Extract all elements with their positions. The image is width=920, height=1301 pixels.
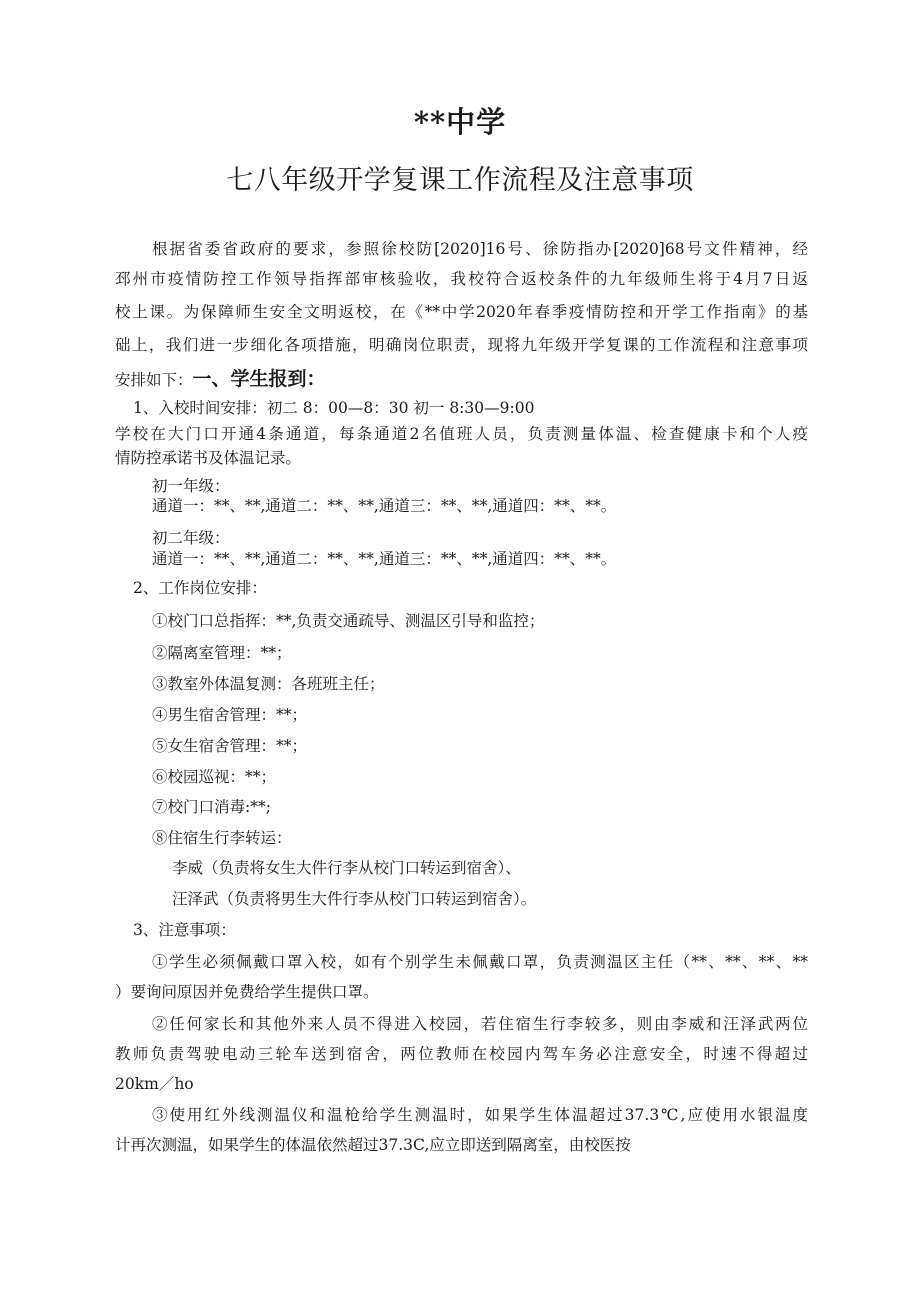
item-1-entry-time: 1、入校时间安排：初二 8：00—8：30 初一 8:30—9:00 [133, 399, 535, 417]
note-2-line-1: ②任何家长和其他外来人员不得进入校园，若住宿生行李较多，则由李威和汪泽武两位 [152, 1015, 808, 1033]
post-item: ⑦校门口消毒:**; [152, 798, 271, 816]
luggage-assignee-2: 汪泽武（负责将男生大件行李从校门口转运到宿舍）。 [172, 890, 537, 908]
note-1-line-1: ①学生必须佩戴口罩入校，如有个别学生未佩戴口罩，负责测温区主任（**、**、**、** [152, 953, 808, 971]
document-title: 七八年级开学复课工作流程及注意事项 [226, 165, 694, 196]
grade-2-label: 初二年级： [152, 529, 230, 547]
item-1-desc-line-2: 情防控承诺书及体温记录。 [115, 449, 302, 467]
note-2-line-2: 教师负责驾驶电动三轮车送到宿舍，两位教师在校园内驾车务必注意安全，时速不得超过 [115, 1045, 808, 1063]
post-item: ⑧住宿生行李转运： [152, 829, 292, 847]
intro-line-4: 础上，我们进一步细化各项措施，明确岗位职责，现将九年级开学复课的工作流程和注意事项 [115, 336, 808, 354]
item-3-notes: 3、注意事项： [133, 921, 236, 939]
section-heading-1: 一、学生报到： [192, 368, 326, 390]
note-3-line-2: 计再次测温，如果学生的体温依然超过37.3C,应立即送到隔离室，由校医按 [115, 1136, 631, 1154]
post-item: ③教室外体温复测：各班班主任； [152, 675, 385, 693]
post-item: ⑤女生宿舍管理：**； [152, 737, 308, 755]
intro-line-5 [115, 369, 326, 390]
intro-line-3: 校上课。为保障师生安全文明返校，在《**中学2020年春季疫情防控和开学工作指南》的基 [115, 303, 808, 321]
item-2-post-arrangement: 2、工作岗位安排： [133, 579, 267, 597]
grade-1-channels: 通道一：**、**,通道二：**、**,通道三：**、**,通道四：**、**。 [152, 497, 617, 515]
intro-line-1: 根据省委省政府的要求，参照徐校防[2020]16号、徐防指办[2020]68号文件精神，经 [152, 240, 808, 258]
note-2-line-3: 20km／ho [115, 1075, 194, 1093]
item-1-desc-line-1: 学校在大门口开通4条通道，每条通道2名值班人员，负责测量体温、检查健康卡和个人疫 [115, 425, 808, 443]
grade-1-label: 初一年级： [152, 477, 230, 495]
post-item: ④男生宿舍管理：**； [152, 706, 308, 724]
luggage-assignee-1: 李威（负责将女生大件行李从校门口转运到宿舍）、 [172, 859, 521, 877]
post-item: ⑥校园巡视：**； [152, 768, 277, 786]
intro-line-2: 邳州市疫情防控工作领导指挥部审核验收，我校符合返校条件的九年级师生将于4月7日返 [115, 270, 808, 288]
grade-2-channels: 通道一：**、**,通道二：**、**,通道三：**、**,通道四：**、**。 [152, 550, 617, 568]
intro-line-5-text: 安排如下： [115, 371, 193, 389]
note-3-line-1: ③使用红外线测温仪和温枪给学生测温时，如果学生体温超过37.3℃,应使用水银温度 [152, 1106, 808, 1124]
post-item: ②隔离室管理：**； [152, 644, 292, 662]
note-1-line-2: ）要询问原因并免费给学生提供口罩。 [115, 983, 379, 1001]
post-item: ①校门口总指挥：**,负责交通疏导、测温区引导和监控； [152, 612, 545, 630]
school-title: **中学 [413, 105, 507, 139]
